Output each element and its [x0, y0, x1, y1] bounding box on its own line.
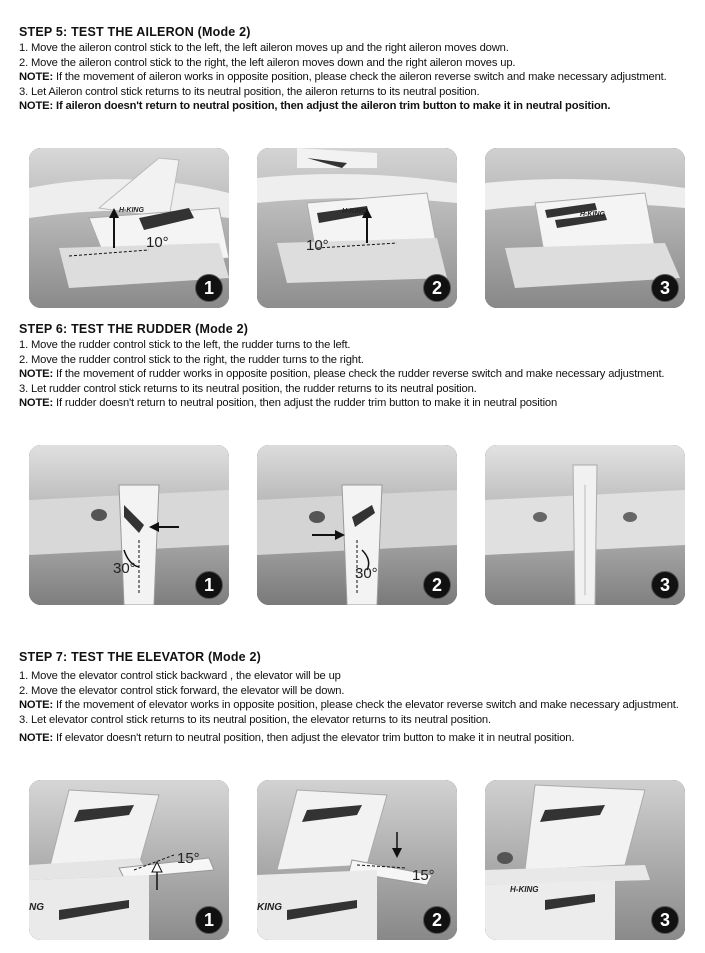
step7-heading: STEP 7: TEST THE ELEVATOR (Mode 2)	[19, 650, 262, 664]
note-text: If elevator doesn't return to neutral position, then adjust the elevator trim button to make it in neutral position.	[53, 732, 575, 745]
aileron-photo-3	[485, 148, 685, 308]
svg-text:H-KING: H-KING	[342, 208, 367, 215]
photo-number-badge: 1	[195, 274, 223, 302]
photo-number-badge: 3	[651, 274, 679, 302]
step6-note-2	[19, 396, 691, 411]
step5-line-3: 3. Let Aileron control stick returns to its neutral position, the aileron returns to its neutral position.	[19, 85, 480, 98]
elevator-photo-3	[485, 780, 685, 940]
step6-section	[19, 322, 691, 411]
note-label: NOTE:	[19, 368, 54, 381]
step5-note-1	[19, 70, 691, 85]
svg-text:H-KING: H-KING	[510, 885, 539, 894]
note-text: If rudder doesn't return to neutral position, then adjust the rudder trim button to make it in neutral position	[53, 397, 558, 410]
step6-line-2: 2. Move the rudder control stick to the right, the rudder turns to the right.	[19, 353, 364, 366]
photo-number-badge: 3	[651, 906, 679, 934]
photo-number-badge: 1	[195, 906, 223, 934]
svg-text:NG: NG	[29, 902, 44, 913]
step5-note-2: NOTE: If aileron doesn't return to neutral position, then adjust the aileron trim button to make it in neutral position.	[19, 100, 611, 113]
svg-text:H-KING: H-KING	[580, 211, 605, 218]
note-text: If the movement of aileron works in opposite position, please check the aileron reverse switch and make necessary adjustment.	[53, 71, 667, 84]
note-label: NOTE:	[19, 397, 54, 410]
aileron-angle-label: 10°	[306, 237, 329, 254]
step5-line-2: 2. Move the aileron control stick to the right, the left aileron moves down and the right aileron moves up.	[19, 56, 516, 69]
rudder-photo-3	[485, 445, 685, 605]
photo-number-badge: 2	[423, 274, 451, 302]
svg-text:KING: KING	[257, 902, 282, 913]
photo-number-badge: 3	[651, 571, 679, 599]
note-label: NOTE:	[19, 71, 54, 84]
step7-line-2: 2. Move the elevator control stick forward, the elevator will be down.	[19, 684, 345, 697]
elevator-photo-2	[257, 780, 457, 940]
step5-heading: STEP 5: TEST THE AILERON (Mode 2)	[19, 25, 251, 39]
photo-number-badge: 2	[423, 906, 451, 934]
svg-text:H-KING: H-KING	[119, 207, 144, 214]
step7-section	[19, 650, 691, 746]
step6-note-1	[19, 367, 691, 382]
aileron-photo-2	[257, 148, 457, 308]
step7-note-1	[19, 698, 691, 713]
note-text: If the movement of rudder works in opposite position, please check the rudder reverse switch and make necessary adjustment.	[53, 368, 665, 381]
rudder-angle-label: 30°	[355, 565, 378, 582]
note-label: NOTE:	[19, 699, 54, 712]
step6-line-3: 3. Let rudder control stick returns to its neutral position, the rudder returns to its neutral position.	[19, 382, 477, 395]
note-text: If the movement of elevator works in opposite position, please check the elevator reverse switch and make necessary adjustment.	[53, 699, 679, 712]
elevator-photo-1	[29, 780, 229, 940]
step5-line-1: 1. Move the aileron control stick to the left, the left aileron moves up and the right aileron moves down.	[19, 42, 509, 54]
rudder-angle-label: 30°	[113, 560, 136, 577]
photo-number-badge: 2	[423, 571, 451, 599]
note-label: NOTE:	[19, 732, 54, 745]
step6-line-1: 1. Move the rudder control stick to the left, the rudder turns to the left.	[19, 339, 351, 351]
step7-line-1: 1. Move the elevator control stick backward , the elevator will be up	[19, 670, 341, 682]
aileron-angle-label: 10°	[146, 234, 169, 251]
aileron-photo-1	[29, 148, 229, 308]
step5-section	[19, 25, 691, 114]
step6-heading: STEP 6: TEST THE RUDDER (Mode 2)	[19, 322, 249, 336]
rudder-photo-2	[257, 445, 457, 605]
rudder-photo-1	[29, 445, 229, 605]
elevator-angle-label: 15°	[412, 867, 435, 884]
step7-line-3: 3. Let elevator control stick returns to its neutral position, the elevator returns to its neutral position.	[19, 713, 491, 726]
elevator-angle-label: 15°	[177, 850, 200, 867]
step7-note-2	[19, 731, 691, 746]
photo-number-badge: 1	[195, 571, 223, 599]
